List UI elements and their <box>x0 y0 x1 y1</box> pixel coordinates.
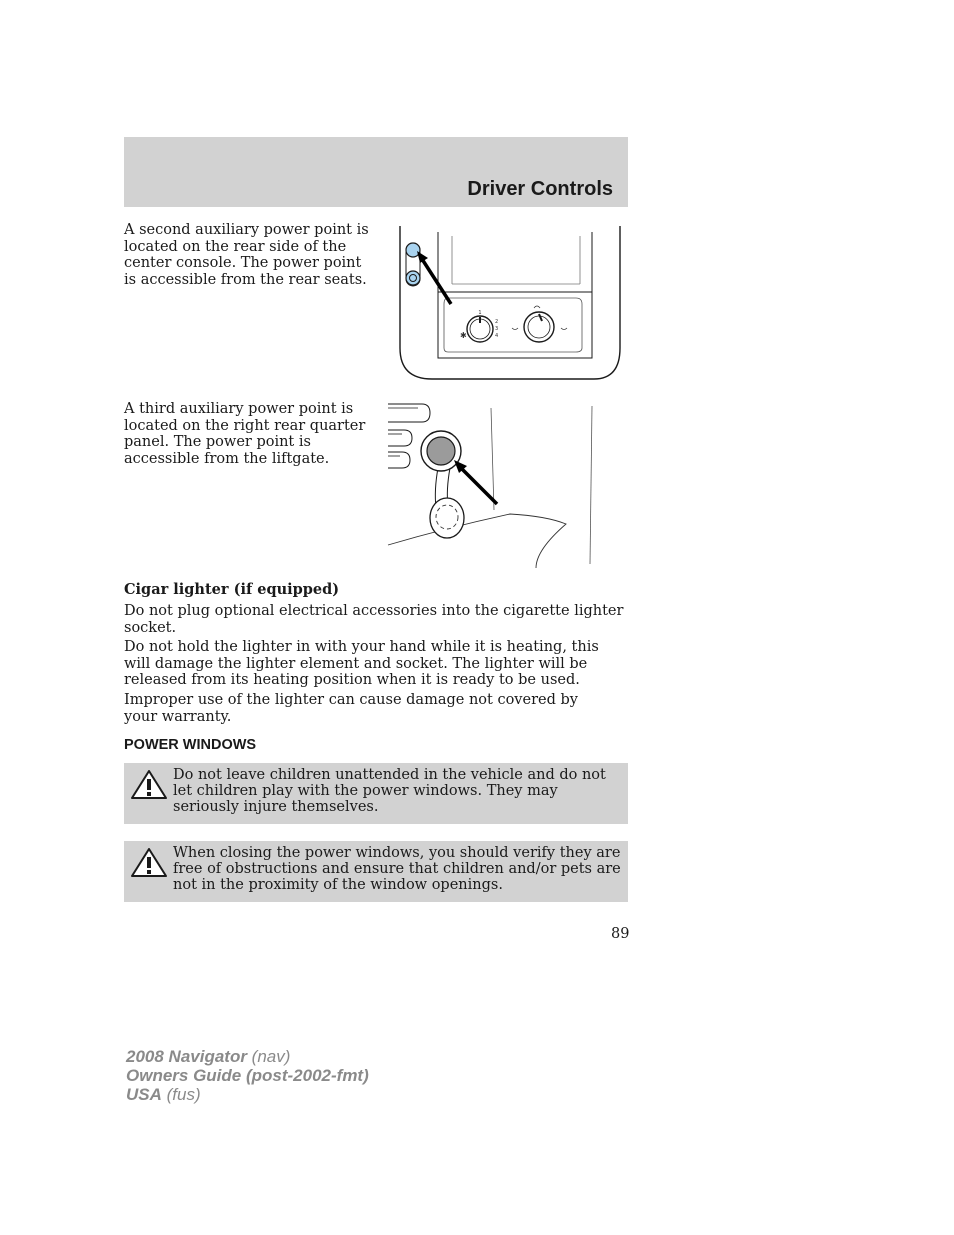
liftgate-power-point-illustration <box>386 400 600 568</box>
footer-line-3: USA (fus) <box>126 1085 201 1104</box>
warning-box-obstructions <box>124 841 628 902</box>
dial-number-3: 3 <box>495 326 499 332</box>
dial-number-4: 4 <box>495 333 499 339</box>
fan-icon: ✱ <box>460 331 467 340</box>
power-point-paragraph-1: A second auxiliary power point is located on the rear side of the center console. The power point is accessible from the rear seats. <box>124 222 369 288</box>
warning-text-obstructions: When closing the power windows, you should verify they are free of obstructions and ensure that children and/or pets are not in the proximity of the window openings. <box>173 845 621 893</box>
page-number: 89 <box>611 926 630 942</box>
arrow-icon <box>417 251 428 263</box>
rear-console-power-point-illustration <box>396 226 624 382</box>
cigar-lighter-heading: Cigar lighter (if equipped) <box>124 581 340 598</box>
dial-number-2: 2 <box>495 319 499 325</box>
warning-triangle-icon <box>130 768 168 800</box>
header-band <box>124 137 628 207</box>
warning-text-children: Do not leave children unattended in the vehicle and do not let children play with the power windows. They may seriously injure themselves. <box>173 767 606 815</box>
footer-line-2: Owners Guide (post-2002-fmt) <box>126 1066 369 1085</box>
cigar-lighter-paragraph-3: Improper use of the lighter can cause damage not covered by your warranty. <box>124 692 578 725</box>
cigar-lighter-paragraph-2: Do not hold the lighter in with your hand while it is heating, this will damage the lighter element and socket. The lighter will be released from its heating position when it is ready to be used. <box>124 639 599 688</box>
power-windows-heading: POWER WINDOWS <box>124 737 257 753</box>
footer-line-1: 2008 Navigator (nav) <box>126 1047 291 1066</box>
page-title: Driver Controls <box>467 178 613 200</box>
warning-triangle-icon <box>130 846 168 878</box>
cigar-lighter-paragraph-1: Do not plug optional electrical accessories into the cigarette lighter socket. <box>124 603 624 636</box>
warning-box-children <box>124 763 628 824</box>
dial-number-1: 1 <box>478 310 482 316</box>
power-point-paragraph-2: A third auxiliary power point is located on the right rear quarter panel. The power point is accessible from the liftgate. <box>124 401 366 467</box>
footer <box>126 1047 369 1104</box>
